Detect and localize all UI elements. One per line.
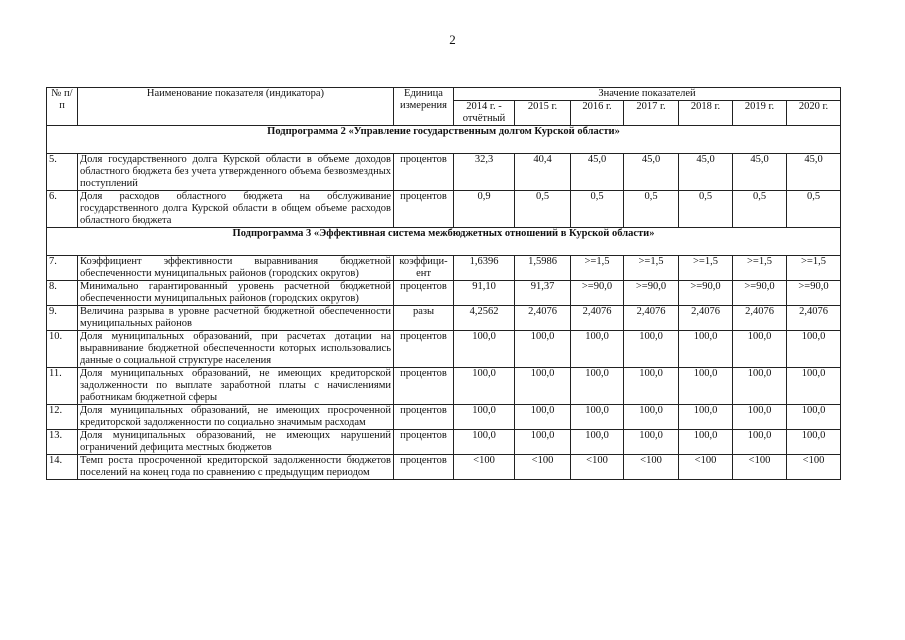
- value-cell: >=90,0: [679, 281, 733, 306]
- unit-cell: разы: [394, 306, 454, 331]
- indicator-name: Доля муниципальных образований, при расчетах дотации на выравнивание бюджетной обеспеченности которых использовались данные о социальной структуре населения: [78, 331, 394, 368]
- value-cell: 45,0: [571, 154, 624, 191]
- section-title: Подпрограмма 3 «Эффективная система межбюджетных отношений в Курской области»: [47, 228, 841, 256]
- table-row: [47, 430, 841, 455]
- unit-cell: процентов: [394, 331, 454, 368]
- value-cell: 100,0: [454, 368, 515, 405]
- value-cell: 100,0: [679, 430, 733, 455]
- value-cell: >=90,0: [571, 281, 624, 306]
- header-year: 2017 г.: [624, 101, 679, 126]
- value-cell: 100,0: [733, 331, 787, 368]
- row-number: 6.: [47, 191, 78, 228]
- unit-cell: процентов: [394, 430, 454, 455]
- value-cell: 100,0: [571, 405, 624, 430]
- value-cell: 91,10: [454, 281, 515, 306]
- table-row: [47, 191, 841, 228]
- value-cell: >=1,5: [679, 256, 733, 281]
- header-year: 2019 г.: [733, 101, 787, 126]
- value-cell: 0,5: [571, 191, 624, 228]
- section-row: [47, 228, 841, 256]
- table-row: [47, 331, 841, 368]
- row-number: 11.: [47, 368, 78, 405]
- header-year: 2014 г. - отчётный: [454, 101, 515, 126]
- value-cell: 40,4: [515, 154, 571, 191]
- table-row: [47, 256, 841, 281]
- unit-cell: процентов: [394, 191, 454, 228]
- value-cell: 100,0: [515, 430, 571, 455]
- value-cell: <100: [733, 455, 787, 480]
- value-cell: >=90,0: [733, 281, 787, 306]
- indicator-name: Минимально гарантированный уровень расчетной бюджетной обеспеченности муниципальных районов (городских округов): [78, 281, 394, 306]
- indicator-name: Доля расходов областного бюджета на обслуживание государственного долга Курской области в общем объеме расходов областного бюджета: [78, 191, 394, 228]
- value-cell: <100: [679, 455, 733, 480]
- value-cell: >=1,5: [571, 256, 624, 281]
- section-title: Подпрограмма 2 «Управление государственным долгом Курской области»: [47, 126, 841, 154]
- value-cell: >=1,5: [624, 256, 679, 281]
- value-cell: 100,0: [787, 405, 841, 430]
- header-year: 2016 г.: [571, 101, 624, 126]
- value-cell: 2,4076: [571, 306, 624, 331]
- value-cell: 91,37: [515, 281, 571, 306]
- indicator-name: Доля муниципальных образований, не имеющих кредиторской задолженности по выплате заработной платы с начислениями работникам бюджетной сферы: [78, 368, 394, 405]
- unit-cell: процентов: [394, 368, 454, 405]
- value-cell: 1,6396: [454, 256, 515, 281]
- header-year: 2018 г.: [679, 101, 733, 126]
- header-unit: Единица измерения: [394, 88, 454, 126]
- row-number: 12.: [47, 405, 78, 430]
- value-cell: 100,0: [679, 405, 733, 430]
- value-cell: 100,0: [624, 368, 679, 405]
- table-row: [47, 306, 841, 331]
- indicator-name: Величина разрыва в уровне расчетной бюджетной обеспеченности муниципальных районов: [78, 306, 394, 331]
- indicator-name: Коэффициент эффективности выравнивания бюджетной обеспеченности муниципальных районов (городских округов): [78, 256, 394, 281]
- value-cell: 100,0: [454, 331, 515, 368]
- section-row: [47, 126, 841, 154]
- value-cell: 45,0: [624, 154, 679, 191]
- value-cell: 100,0: [787, 368, 841, 405]
- indicator-name: Доля государственного долга Курской области в объеме доходов областного бюджета без учета утвержденного объема безвозмездных поступлений: [78, 154, 394, 191]
- value-cell: 2,4076: [624, 306, 679, 331]
- table-body: [47, 126, 841, 480]
- value-cell: 100,0: [515, 331, 571, 368]
- indicators-table: [46, 87, 841, 480]
- value-cell: <100: [624, 455, 679, 480]
- value-cell: 100,0: [679, 331, 733, 368]
- row-number: 13.: [47, 430, 78, 455]
- table-header: [47, 88, 841, 126]
- indicator-name: Доля муниципальных образований, не имеющих просроченной кредиторской задолженности по социально значимым расходам: [78, 405, 394, 430]
- value-cell: 100,0: [679, 368, 733, 405]
- header-year: 2015 г.: [515, 101, 571, 126]
- value-cell: 100,0: [454, 430, 515, 455]
- value-cell: 0,5: [515, 191, 571, 228]
- row-number: 8.: [47, 281, 78, 306]
- value-cell: 2,4076: [787, 306, 841, 331]
- value-cell: >=90,0: [624, 281, 679, 306]
- value-cell: 2,4076: [733, 306, 787, 331]
- row-number: 7.: [47, 256, 78, 281]
- value-cell: >=1,5: [733, 256, 787, 281]
- value-cell: 0,9: [454, 191, 515, 228]
- value-cell: <100: [454, 455, 515, 480]
- value-cell: 2,4076: [515, 306, 571, 331]
- value-cell: 100,0: [733, 430, 787, 455]
- value-cell: 45,0: [787, 154, 841, 191]
- value-cell: 100,0: [571, 430, 624, 455]
- page-number: 2: [449, 32, 456, 47]
- table-row: [47, 405, 841, 430]
- value-cell: 100,0: [787, 331, 841, 368]
- value-cell: >=90,0: [787, 281, 841, 306]
- value-cell: 100,0: [454, 405, 515, 430]
- value-cell: 100,0: [515, 405, 571, 430]
- value-cell: 1,5986: [515, 256, 571, 281]
- value-cell: 100,0: [733, 405, 787, 430]
- unit-cell: процентов: [394, 405, 454, 430]
- value-cell: 100,0: [624, 331, 679, 368]
- value-cell: 0,5: [787, 191, 841, 228]
- value-cell: 100,0: [515, 368, 571, 405]
- value-cell: <100: [787, 455, 841, 480]
- row-number: 14.: [47, 455, 78, 480]
- table-row: [47, 154, 841, 191]
- row-number: 10.: [47, 331, 78, 368]
- value-cell: 2,4076: [679, 306, 733, 331]
- unit-cell: процентов: [394, 154, 454, 191]
- unit-cell: процентов: [394, 455, 454, 480]
- unit-cell: коэффици-ент: [394, 256, 454, 281]
- value-cell: 100,0: [787, 430, 841, 455]
- value-cell: 100,0: [624, 430, 679, 455]
- value-cell: 0,5: [624, 191, 679, 228]
- indicator-name: Темп роста просроченной кредиторской задолженности бюджетов поселений на конец года по сравнению с предыдущим периодом: [78, 455, 394, 480]
- header-year: 2020 г.: [787, 101, 841, 126]
- value-cell: 100,0: [571, 368, 624, 405]
- value-cell: 100,0: [624, 405, 679, 430]
- value-cell: >=1,5: [787, 256, 841, 281]
- table-row: [47, 281, 841, 306]
- header-name: Наименование показателя (индикатора): [78, 88, 394, 126]
- value-cell: 45,0: [733, 154, 787, 191]
- unit-cell: процентов: [394, 281, 454, 306]
- table-row: [47, 368, 841, 405]
- indicator-name: Доля муниципальных образований, не имеющих нарушений ограничений дефицита местных бюджетов: [78, 430, 394, 455]
- value-cell: 0,5: [679, 191, 733, 228]
- row-number: 5.: [47, 154, 78, 191]
- row-number: 9.: [47, 306, 78, 331]
- value-cell: 32,3: [454, 154, 515, 191]
- value-cell: 100,0: [733, 368, 787, 405]
- value-cell: <100: [515, 455, 571, 480]
- value-cell: <100: [571, 455, 624, 480]
- value-cell: 45,0: [679, 154, 733, 191]
- value-cell: 0,5: [733, 191, 787, 228]
- table-row: [47, 455, 841, 480]
- header-num: № п/п: [47, 88, 78, 126]
- header-values: Значение показателей: [454, 88, 841, 101]
- value-cell: 100,0: [571, 331, 624, 368]
- value-cell: 4,2562: [454, 306, 515, 331]
